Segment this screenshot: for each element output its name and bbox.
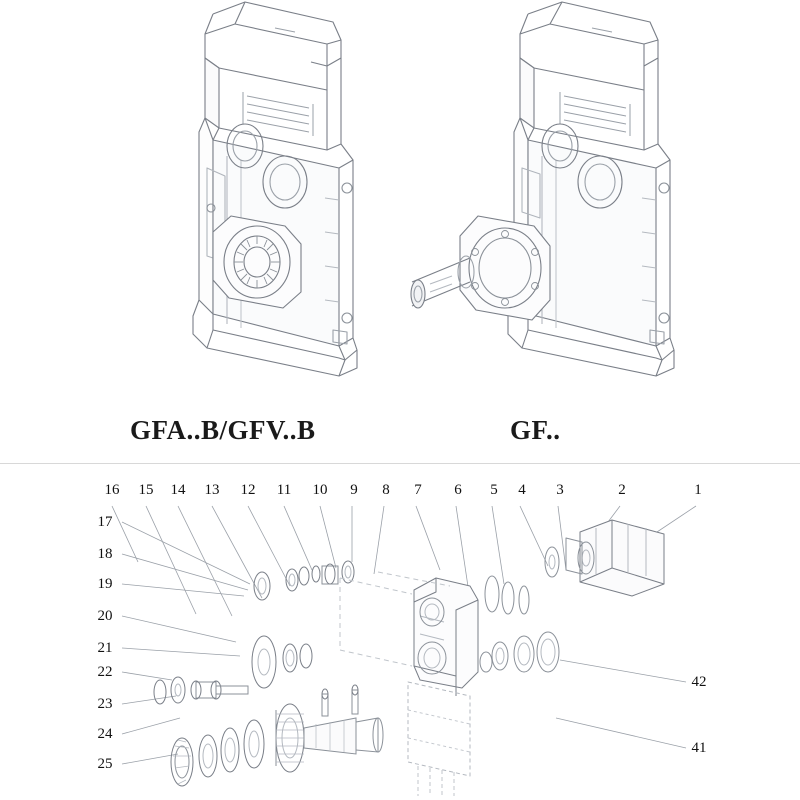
section-divider [0,463,800,464]
callout-label-9: 9 [350,482,358,498]
callout-label-15: 15 [138,482,154,498]
callout-label-4: 4 [518,482,526,498]
exploded-view-svg [0,466,800,800]
callout-label-5: 5 [490,482,498,498]
gearbox-left-svg [95,0,385,400]
gearbox-right-svg [400,0,720,400]
callout-label-12: 12 [240,482,256,498]
callout-label-16: 16 [104,482,120,498]
callout-label-22: 22 [97,664,113,680]
callout-label-41: 41 [691,740,707,756]
gearbox-drawing-gfab-gfvb [95,0,385,400]
callout-label-1: 1 [694,482,702,498]
callout-label-24: 24 [97,726,113,742]
callout-label-19: 19 [97,576,113,592]
callout-label-17: 17 [97,514,113,530]
exploded-view-section [0,466,800,800]
callout-label-42: 42 [691,674,707,690]
callout-label-20: 20 [97,608,113,624]
callout-label-6: 6 [454,482,462,498]
callout-label-13: 13 [204,482,220,498]
callout-label-25: 25 [97,756,113,772]
gearbox-drawing-gf [400,0,720,400]
callout-label-18: 18 [97,546,113,562]
callout-label-11: 11 [276,482,292,498]
callout-label-7: 7 [414,482,422,498]
callout-label-10: 10 [312,482,328,498]
callout-label-3: 3 [556,482,564,498]
callout-label-2: 2 [618,482,626,498]
callout-label-21: 21 [97,640,113,656]
callout-label-23: 23 [97,696,113,712]
callout-label-8: 8 [382,482,390,498]
caption-gf: GF.. [510,415,561,445]
caption-gfab-gfvb: GFA..B/GFV..B [130,415,316,445]
callout-label-14: 14 [170,482,186,498]
